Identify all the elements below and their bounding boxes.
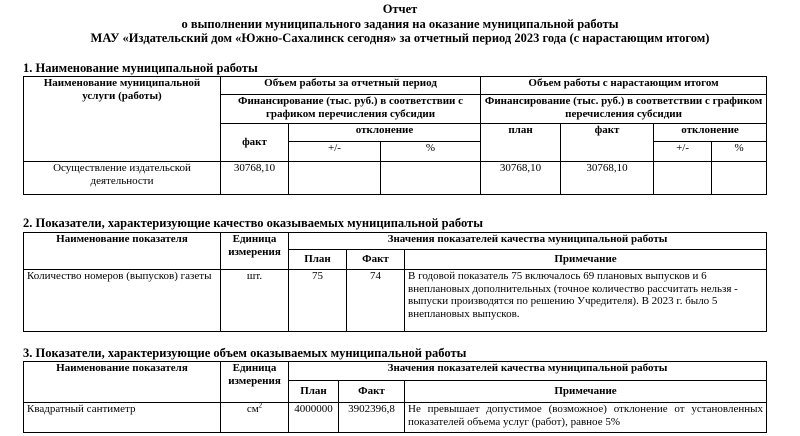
s2-col-name: Наименование показателя xyxy=(24,233,221,270)
s2-note-header: Примечание xyxy=(405,250,767,270)
s3-row-plan: 4000000 xyxy=(289,403,339,433)
s1-cum-dev-pct-header: % xyxy=(712,142,767,162)
s1-period-dev-pct-header: % xyxy=(381,142,481,162)
s1-period-deviation-header: отклонение xyxy=(289,124,481,142)
section2-table xyxy=(23,232,767,332)
s1-cumulative-group: Объем работы с нарастающим итогом xyxy=(481,77,767,95)
s1-row-cum-plan: 30768,10 xyxy=(481,162,561,195)
s1-row-cum-dev-abs xyxy=(654,162,712,195)
s2-row-fact: 74 xyxy=(347,270,405,332)
title-line-3: МАУ «Издательский дом «Южно-Сахалинск сегодня» за отчетный период 2023 года (с нарастающим итогом) xyxy=(90,31,710,45)
s3-note-header: Примечание xyxy=(405,381,767,403)
s3-row-fact: 3902396,8 xyxy=(339,403,405,433)
s1-cumulative-financing: Финансирование (тыс. руб.) в соответствии с графиком перечисления субсидии xyxy=(481,95,767,124)
s2-row-note: В годовой показатель 75 включалось 69 плановых выпусков и 6 внеплановых дополнительных (точное количество рассчитать нельзя - выпуски производятся по решению Учредителя). В 2023 г. было 5 внеплановых выпусков. xyxy=(405,270,767,332)
s2-row-name: Количество номеров (выпусков) газеты xyxy=(24,270,221,332)
s1-row-cum-dev-pct xyxy=(712,162,767,195)
s2-row-unit: шт. xyxy=(221,270,289,332)
s2-fact-header: Факт xyxy=(347,250,405,270)
s1-row-period-fact: 30768,10 xyxy=(221,162,289,195)
s1-col-name: Наименование муниципальной услуги (работы) xyxy=(24,77,221,162)
s3-row-name: Квадратный сантиметр xyxy=(24,403,221,433)
s1-period-fact-header: факт xyxy=(221,124,289,162)
s3-row-unit-cell xyxy=(221,403,289,433)
s1-period-financing: Финансирование (тыс. руб.) в соответствии с графиком перечисления субсидии xyxy=(221,95,481,124)
s3-row-unit-sup: 2 xyxy=(258,401,263,410)
s1-row-period-dev-abs xyxy=(289,162,381,195)
title-line-1: Отчет xyxy=(382,2,418,16)
s3-values-group: Значения показателей качества муниципальной работы xyxy=(289,362,767,381)
s1-cum-plan-header: план xyxy=(481,124,561,162)
s3-plan-header: План xyxy=(289,381,339,403)
s1-cum-deviation-header: отклонение xyxy=(654,124,767,142)
section1-heading: 1. Наименование муниципальной работы xyxy=(23,61,258,75)
section1-table xyxy=(23,76,767,195)
s1-period-dev-abs-header: +/- xyxy=(289,142,381,162)
s3-col-unit: Единица измерения xyxy=(221,362,289,403)
section2-heading: 2. Показатели, характеризующие качество оказываемых муниципальной работы xyxy=(23,216,483,230)
section3-table xyxy=(23,361,767,433)
title-line-2: о выполнении муниципального задания на оказание муниципальной работы xyxy=(181,16,619,31)
s2-values-group: Значения показателей качества муниципальной работы xyxy=(289,233,767,250)
table-row xyxy=(24,270,767,332)
s1-cum-dev-abs-header: +/- xyxy=(654,142,712,162)
s3-row-unit: см xyxy=(246,403,259,415)
s2-plan-header: План xyxy=(289,250,347,270)
table-row xyxy=(24,162,767,195)
s1-row-period-dev-pct xyxy=(381,162,481,195)
s3-fact-header: Факт xyxy=(339,381,405,403)
s1-cum-fact-header: факт xyxy=(561,124,654,162)
s1-period-group: Объем работы за отчетный период xyxy=(221,77,481,95)
report-title xyxy=(0,0,800,46)
s1-row-cum-fact: 30768,10 xyxy=(561,162,654,195)
table-row xyxy=(24,403,767,433)
section3-heading: 3. Показатели, характеризующие объем оказываемых муниципальной работы xyxy=(23,346,467,360)
s2-col-unit: Единица измерения xyxy=(221,233,289,270)
s2-row-plan: 75 xyxy=(289,270,347,332)
s1-row-name: Осуществление издательской деятельности xyxy=(24,162,221,195)
s3-row-note: Не превышает допустимое (возможное) отклонение от установленных показателей объема услуг (работ), равное 5% xyxy=(405,403,767,433)
s3-col-name: Наименование показателя xyxy=(24,362,221,403)
